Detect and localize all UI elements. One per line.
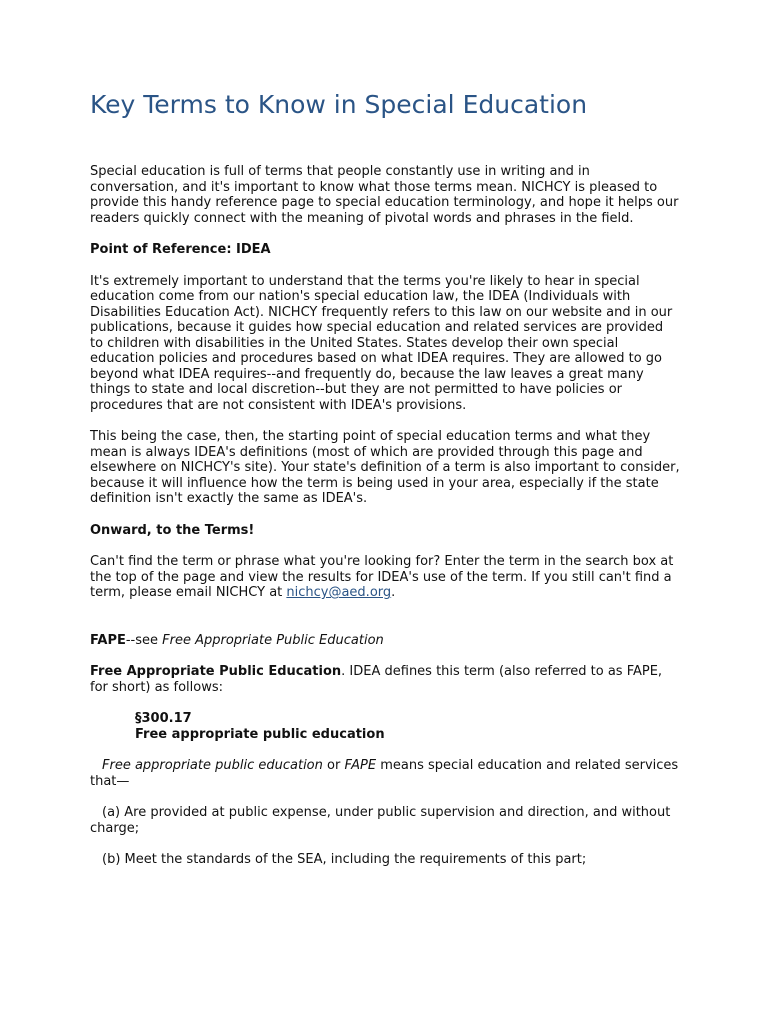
regulation-definition-rest: means special education and related services that— (90, 758, 679, 789)
regulation-item-a: (a) Are provided at public expense, under public supervision and direction, and without charge; (90, 805, 671, 836)
idea-paragraph-1: It's extremely important to understand that the terms you're likely to hear in special education come from our nation's special education law, the IDEA (Individuals with Disabilities Education Act). NICHCY frequently refers to this law on our website and in our publications, because it guides how special education and related services are provided to children with disabilities in the United States. States develop their own special education policies and procedures based on what IDEA requires. They are allowed to go beyond what IDEA requires--and frequently do, because the law leaves a great many things to state and local discretion--but they are not permitted to have policies or procedures that are not consistent with IDEA's provisions. (90, 273, 673, 413)
search-help-text: Can't find the term or phrase what you're looking for? Enter the term in the search box at the top of the page and view the results for IDEA's use of the term. If you still can't find a term, please email NICHCY at (90, 554, 674, 600)
regulation-heading (135, 711, 680, 742)
regulation-item-b: (b) Meet the standards of the SEA, including the requirements of this part; (102, 852, 587, 867)
fape-entry (90, 633, 680, 649)
page-title: Key Terms to Know in Special Education (90, 90, 588, 119)
fape-full-definition: . IDEA defines this term (also referred to as FAPE, for short) as follows: (90, 664, 663, 695)
fape-see: --see (125, 632, 163, 648)
intro-paragraph: Special education is full of terms that people constantly use in writing and in conversation, and it's important to know what those terms mean. NICHCY is pleased to provide this handy reference page to special education terminology, and hope it helps our readers quickly connect with the meaning of pivotal words and phrases in the field. (90, 164, 679, 226)
section-heading-terms: Onward, to the Terms! (90, 522, 255, 538)
regulation-definition (90, 758, 680, 789)
fape-term: FAPE (90, 632, 126, 648)
fape-reference: Free Appropriate Public Education (162, 632, 384, 648)
search-help-end: . (391, 585, 396, 600)
fape-full-term: Free Appropriate Public Education (90, 664, 342, 679)
regulation-section-number: §300.17 (135, 711, 192, 726)
idea-paragraph-2: This being the case, then, the starting point of special education terms and what they mean is always IDEA's definitions (most of which are provided through this page and elsewhere on NICHCY's site). Your state's definition of a term is also important to consider, because it will influence how the term is being used in your area, especially if the state definition isn't exactly the same as IDEA's. (90, 429, 680, 506)
section-heading-idea: Point of Reference: IDEA (90, 242, 271, 257)
regulation-term-1: Free appropriate public education (102, 758, 323, 773)
search-help-paragraph (90, 554, 680, 601)
regulation-title: Free appropriate public education (135, 726, 385, 742)
document-body (90, 164, 680, 884)
regulation-term-2: FAPE (344, 758, 377, 773)
regulation-or: or (322, 758, 345, 773)
fape-definition-entry (90, 664, 680, 695)
email-link[interactable]: nichcy@aed.org (286, 585, 392, 600)
